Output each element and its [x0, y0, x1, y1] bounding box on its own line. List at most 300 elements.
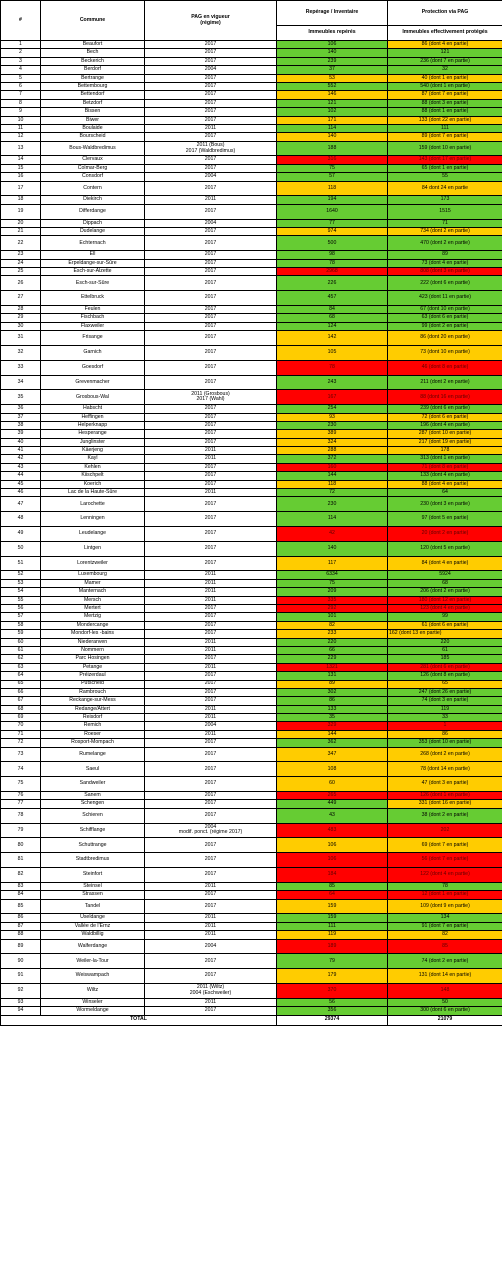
reperage-count: 121: [277, 99, 388, 107]
commune-name: Sandweiler: [41, 777, 145, 792]
reperage-count: 106: [277, 838, 388, 853]
row-number: 10: [1, 116, 41, 124]
table-row: [1, 792, 502, 800]
row-number: 29: [1, 314, 41, 322]
pag-regime: 2017: [145, 672, 277, 680]
row-number: 81: [1, 853, 41, 868]
protection-count: 88 (dont 1 en partie): [388, 108, 502, 116]
protection-count: 72 (dont 6 en partie): [388, 413, 502, 421]
row-number: 66: [1, 688, 41, 696]
table-row: [1, 173, 502, 181]
row-number: 61: [1, 646, 41, 654]
table-row: [1, 914, 502, 922]
commune-name: Schieren: [41, 808, 145, 823]
commune-name: Bech: [41, 49, 145, 57]
table-row: [1, 899, 502, 914]
table-row: [1, 291, 502, 306]
row-number: 39: [1, 430, 41, 438]
reperage-count: 86: [277, 697, 388, 705]
pag-regime: 2011: [145, 447, 277, 455]
row-number: 57: [1, 613, 41, 621]
reperage-count: 114: [277, 512, 388, 527]
pag-regime: 2011 (Grosbous) 2017 (Wahl): [145, 390, 277, 405]
pag-regime: 2017: [145, 204, 277, 219]
table-row: [1, 331, 502, 346]
total-row: [1, 1015, 502, 1025]
protection-count: 86 (dont 20 en partie): [388, 331, 502, 346]
commune-name: Bourscheid: [41, 133, 145, 141]
protection-count: 55: [388, 173, 502, 181]
table-row: [1, 638, 502, 646]
reperage-count: 302: [277, 688, 388, 696]
commune-name: Grosbous-Wal: [41, 390, 145, 405]
pag-regime: 2017: [145, 777, 277, 792]
row-number: 42: [1, 455, 41, 463]
reperage-count: 78: [277, 259, 388, 267]
table-row: [1, 730, 502, 738]
protection-count: 84 dont 24 en partie: [388, 181, 502, 196]
pag-regime: 2011: [145, 914, 277, 922]
row-number: 71: [1, 730, 41, 738]
table-row: [1, 251, 502, 259]
row-number: 41: [1, 447, 41, 455]
row-number: 86: [1, 914, 41, 922]
protection-count: 86: [388, 730, 502, 738]
table-row: [1, 480, 502, 488]
row-number: 51: [1, 556, 41, 571]
row-number: 45: [1, 480, 41, 488]
row-number: 60: [1, 638, 41, 646]
pag-regime: 2004: [145, 939, 277, 954]
reperage-count: 131: [277, 672, 388, 680]
pag-regime: 2017: [145, 91, 277, 99]
pag-regime: 2017: [145, 899, 277, 914]
row-number: 37: [1, 413, 41, 421]
table-row: [1, 133, 502, 141]
protection-count: 33: [388, 714, 502, 722]
protection-count: 99: [388, 613, 502, 621]
reperage-count: 265: [277, 792, 388, 800]
protection-count: 734 (dont 2 en partie): [388, 228, 502, 236]
row-number: 94: [1, 1007, 41, 1015]
row-number: 30: [1, 322, 41, 330]
commune-name: Redange/Attert: [41, 705, 145, 713]
table-row: [1, 954, 502, 969]
pag-regime: 2011: [145, 730, 277, 738]
reperage-count: 56: [277, 998, 388, 1006]
pag-regime: 2017: [145, 41, 277, 49]
reperage-count: 37: [277, 66, 388, 74]
commune-name: Goesdorf: [41, 360, 145, 375]
commune-name: Boulaide: [41, 124, 145, 132]
protection-count: 222 (dont 6 en partie): [388, 276, 502, 291]
reperage-count: 35: [277, 714, 388, 722]
pag-regime: 2017: [145, 1007, 277, 1015]
table-row: [1, 931, 502, 939]
pag-regime: 2011: [145, 638, 277, 646]
table-row: [1, 579, 502, 587]
pag-regime: 2011: [145, 596, 277, 604]
row-number: 27: [1, 291, 41, 306]
protection-count: 74 (dont 2 en partie): [388, 954, 502, 969]
protection-count: 206 (dont 2 en partie): [388, 588, 502, 596]
row-number: 28: [1, 305, 41, 313]
protection-count: 97 (dont 5 en partie): [388, 512, 502, 527]
row-number: 2: [1, 49, 41, 57]
table-row: [1, 463, 502, 471]
pag-regime: 2017: [145, 133, 277, 141]
reperage-count: 108: [277, 762, 388, 777]
reperage-count: 356: [277, 1007, 388, 1015]
pag-regime: 2017: [145, 621, 277, 629]
reperage-count: 389: [277, 430, 388, 438]
reperage-count: 335: [277, 596, 388, 604]
pag-regime: 2017: [145, 853, 277, 868]
protection-count: 313 (dont 1 en partie): [388, 455, 502, 463]
reperage-count: 118: [277, 480, 388, 488]
row-number: 79: [1, 823, 41, 838]
pag-regime: 2004: [145, 66, 277, 74]
reperage-count: 118: [277, 181, 388, 196]
commune-name: Lintgen: [41, 541, 145, 556]
reperage-count: 78: [277, 360, 388, 375]
row-number: 82: [1, 867, 41, 882]
commune-name: Schengen: [41, 800, 145, 808]
protection-count: 119: [388, 705, 502, 713]
reperage-count: 167: [277, 390, 388, 405]
reperage-count: 171: [277, 116, 388, 124]
row-number: 87: [1, 922, 41, 930]
table-row: [1, 472, 502, 480]
row-number: 83: [1, 882, 41, 890]
pag-regime: 2011: [145, 196, 277, 204]
pag-regime: 2004: [145, 722, 277, 730]
pag-regime: 2011: [145, 882, 277, 890]
reperage-count: 254: [277, 405, 388, 413]
pag-regime: 2017: [145, 800, 277, 808]
table-row: [1, 276, 502, 291]
table-row: [1, 939, 502, 954]
pag-regime: 2017: [145, 680, 277, 688]
protection-count: 230 (dont 3 en partie): [388, 497, 502, 512]
commune-name: Betzdorf: [41, 99, 145, 107]
commune-name: Remich: [41, 722, 145, 730]
row-number: 50: [1, 541, 41, 556]
table-row: [1, 314, 502, 322]
reperage-count: 64: [277, 891, 388, 899]
protection-count: 61: [388, 646, 502, 654]
table-row: [1, 116, 502, 124]
table-row: [1, 697, 502, 705]
protection-count: 287 (dont 10 en partie): [388, 430, 502, 438]
commune-name: Bous-Waldbredimus: [41, 141, 145, 156]
protection-count: 56 (dont 7 en partie): [388, 853, 502, 868]
protection-count: 540 (dont 1 en partie): [388, 82, 502, 90]
table-row: [1, 124, 502, 132]
protection-count: 82: [388, 931, 502, 939]
table-row: [1, 613, 502, 621]
protection-count: 178: [388, 447, 502, 455]
pag-regime: 2011 (Bous) 2017 (Waldbredimus): [145, 141, 277, 156]
protection-count: 1515: [388, 204, 502, 219]
row-number: 3: [1, 57, 41, 65]
pag-regime: 2017: [145, 57, 277, 65]
reperage-count: 230: [277, 421, 388, 429]
reperage-count: 82: [277, 621, 388, 629]
commune-name: Luxembourg: [41, 571, 145, 579]
pag-regime: 2017: [145, 430, 277, 438]
protection-count: 84 (dont 4 en partie): [388, 556, 502, 571]
pag-regime: 2011: [145, 705, 277, 713]
reperage-count: 93: [277, 413, 388, 421]
table-row: [1, 663, 502, 671]
reperage-count: 483: [277, 823, 388, 838]
reperage-count: 140: [277, 49, 388, 57]
commune-name: Nommern: [41, 646, 145, 654]
commune-name: Saeul: [41, 762, 145, 777]
header-protection-sub: Immeubles effectivement protégés: [388, 26, 502, 41]
row-number: 38: [1, 421, 41, 429]
pag-regime: 2017: [145, 739, 277, 747]
reperage-count: 239: [277, 57, 388, 65]
reperage-count: 89: [277, 680, 388, 688]
protection-count: 143 (dont 17 en partie): [388, 156, 502, 164]
row-number: 53: [1, 579, 41, 587]
commune-name: Lac de la Haute-Sûre: [41, 489, 145, 497]
protection-count: 73 (dont 4 en partie): [388, 259, 502, 267]
protection-count: 217 (dont 19 en partie): [388, 438, 502, 446]
commune-name: Stadtbredimus: [41, 853, 145, 868]
table-row: [1, 512, 502, 527]
row-number: 92: [1, 983, 41, 998]
protection-count: 32: [388, 66, 502, 74]
pag-regime: 2011: [145, 646, 277, 654]
row-number: 89: [1, 939, 41, 954]
pag-regime: 2017: [145, 808, 277, 823]
table-row: [1, 438, 502, 446]
row-number: 68: [1, 705, 41, 713]
commune-name: Helperknapp: [41, 421, 145, 429]
protection-count: 65: [388, 680, 502, 688]
row-number: 11: [1, 124, 41, 132]
protection-count: 331 (dont 16 en partie): [388, 800, 502, 808]
commune-name: Petange: [41, 663, 145, 671]
row-number: 40: [1, 438, 41, 446]
pag-regime: 2017: [145, 276, 277, 291]
row-number: 62: [1, 655, 41, 663]
protection-count: 196 (dont 4 en partie): [388, 421, 502, 429]
row-number: 46: [1, 489, 41, 497]
commune-name: Dudelange: [41, 228, 145, 236]
table-row: [1, 705, 502, 713]
pag-regime: 2011: [145, 579, 277, 587]
row-number: 9: [1, 108, 41, 116]
table-row: [1, 739, 502, 747]
commune-name: Bissen: [41, 108, 145, 116]
row-number: 24: [1, 259, 41, 267]
table-row: [1, 204, 502, 219]
commune-name: Grevenmacher: [41, 375, 145, 390]
protection-count: 88 (dont 16 en partie): [388, 390, 502, 405]
commune-name: Rosport-Mompach: [41, 739, 145, 747]
table-row: [1, 998, 502, 1006]
commune-name: Hesperange: [41, 430, 145, 438]
row-number: 4: [1, 66, 41, 74]
header-reperage: Repérage / Inventaire: [277, 1, 388, 26]
protection-count: 185: [388, 655, 502, 663]
table-row: [1, 541, 502, 556]
protection-count: 12 (dont 1 en partie): [388, 891, 502, 899]
pag-regime: 2011: [145, 663, 277, 671]
pag-regime: 2017: [145, 792, 277, 800]
row-number: 63: [1, 663, 41, 671]
reperage-count: 159: [277, 899, 388, 914]
row-number: 8: [1, 99, 41, 107]
protection-count: 71: [388, 219, 502, 227]
table-row: [1, 672, 502, 680]
reperage-count: 1640: [277, 204, 388, 219]
commune-name: Heffingen: [41, 413, 145, 421]
total-reperage: 29374: [277, 1015, 388, 1025]
pag-regime: 2017: [145, 697, 277, 705]
table-row: [1, 196, 502, 204]
table-row: [1, 390, 502, 405]
pag-regime: 2004: [145, 219, 277, 227]
row-number: 76: [1, 792, 41, 800]
commune-name: Junglinster: [41, 438, 145, 446]
row-number: 54: [1, 588, 41, 596]
protection-count: 162 (dont 13 en partie): [388, 630, 502, 638]
row-number: 52: [1, 571, 41, 579]
row-number: 91: [1, 969, 41, 984]
reperage-count: 53: [277, 74, 388, 82]
table-row: [1, 108, 502, 116]
table-row: [1, 305, 502, 313]
protection-count: 1: [388, 722, 502, 730]
row-number: 16: [1, 173, 41, 181]
pag-regime: 2017: [145, 969, 277, 984]
row-number: 7: [1, 91, 41, 99]
reperage-count: 500: [277, 236, 388, 251]
protection-count: 126 (dont 8 en partie): [388, 672, 502, 680]
commune-name: Rumelange: [41, 747, 145, 762]
reperage-count: 77: [277, 219, 388, 227]
commune-name: Manternach: [41, 588, 145, 596]
commune-name: Reisdorf: [41, 714, 145, 722]
commune-name: Steinfort: [41, 867, 145, 882]
reperage-count: 457: [277, 291, 388, 306]
reperage-count: 188: [277, 141, 388, 156]
reperage-count: 140: [277, 541, 388, 556]
commune-name: Winseler: [41, 998, 145, 1006]
pag-regime: 2017: [145, 762, 277, 777]
row-number: 19: [1, 204, 41, 219]
reperage-count: 243: [277, 375, 388, 390]
reperage-count: 106: [277, 853, 388, 868]
header-reperage-sub: Immeubles repérés: [277, 26, 388, 41]
protection-count: 173: [388, 196, 502, 204]
reperage-count: 84: [277, 305, 388, 313]
commune-name: Diekirch: [41, 196, 145, 204]
commune-name: Walferdange: [41, 939, 145, 954]
row-number: 93: [1, 998, 41, 1006]
reperage-count: 124: [277, 322, 388, 330]
commune-name: Mondercange: [41, 621, 145, 629]
pag-regime: 2017: [145, 421, 277, 429]
table-row: [1, 430, 502, 438]
table-row: [1, 588, 502, 596]
reperage-count: 6334: [277, 571, 388, 579]
table-row: [1, 141, 502, 156]
commune-name: Lenningen: [41, 512, 145, 527]
protection-count: 78 (dont 14 en partie): [388, 762, 502, 777]
table-row: [1, 882, 502, 890]
pag-regime: 2017: [145, 541, 277, 556]
reperage-count: 292: [277, 604, 388, 612]
table-row: [1, 838, 502, 853]
table-row: [1, 164, 502, 172]
pag-regime: 2017: [145, 891, 277, 899]
reperage-count: 146: [277, 91, 388, 99]
reperage-count: 347: [277, 747, 388, 762]
table-header-row: [1, 1, 502, 26]
pag-regime: 2017: [145, 630, 277, 638]
protection-count: 126 (dont 1 en partie): [388, 792, 502, 800]
pag-regime: 2017: [145, 375, 277, 390]
reperage-count: 974: [277, 228, 388, 236]
row-number: 22: [1, 236, 41, 251]
row-number: 34: [1, 375, 41, 390]
pag-regime: 2017: [145, 360, 277, 375]
commune-name: Putscheid: [41, 680, 145, 688]
reperage-count: 329: [277, 722, 388, 730]
pag-regime: 2017: [145, 331, 277, 346]
table-row: [1, 219, 502, 227]
row-number: 74: [1, 762, 41, 777]
commune-name: Rambrouch: [41, 688, 145, 696]
row-number: 48: [1, 512, 41, 527]
reperage-count: 144: [277, 730, 388, 738]
row-number: 20: [1, 219, 41, 227]
row-number: 33: [1, 360, 41, 375]
row-number: 84: [1, 891, 41, 899]
table-row: [1, 455, 502, 463]
reperage-count: 98: [277, 251, 388, 259]
commune-name: Wiltz: [41, 983, 145, 998]
commune-name: Larochette: [41, 497, 145, 512]
table-row: [1, 156, 502, 164]
row-number: 56: [1, 604, 41, 612]
row-number: 85: [1, 899, 41, 914]
reperage-count: 105: [277, 345, 388, 360]
reperage-count: 226: [277, 276, 388, 291]
table-row: [1, 360, 502, 375]
reperage-count: 144: [277, 472, 388, 480]
table-row: [1, 969, 502, 984]
pag-regime: 2017: [145, 438, 277, 446]
commune-name: Ettelbruck: [41, 291, 145, 306]
commune-name: Erpeldange-sur-Sûre: [41, 259, 145, 267]
pag-regime: 2017: [145, 747, 277, 762]
commune-name: Mersch: [41, 596, 145, 604]
protection-count: 64: [388, 489, 502, 497]
table-row: [1, 82, 502, 90]
row-number: 32: [1, 345, 41, 360]
table-row: [1, 322, 502, 330]
table-row: [1, 413, 502, 421]
table-row: [1, 604, 502, 612]
reperage-count: 85: [277, 882, 388, 890]
